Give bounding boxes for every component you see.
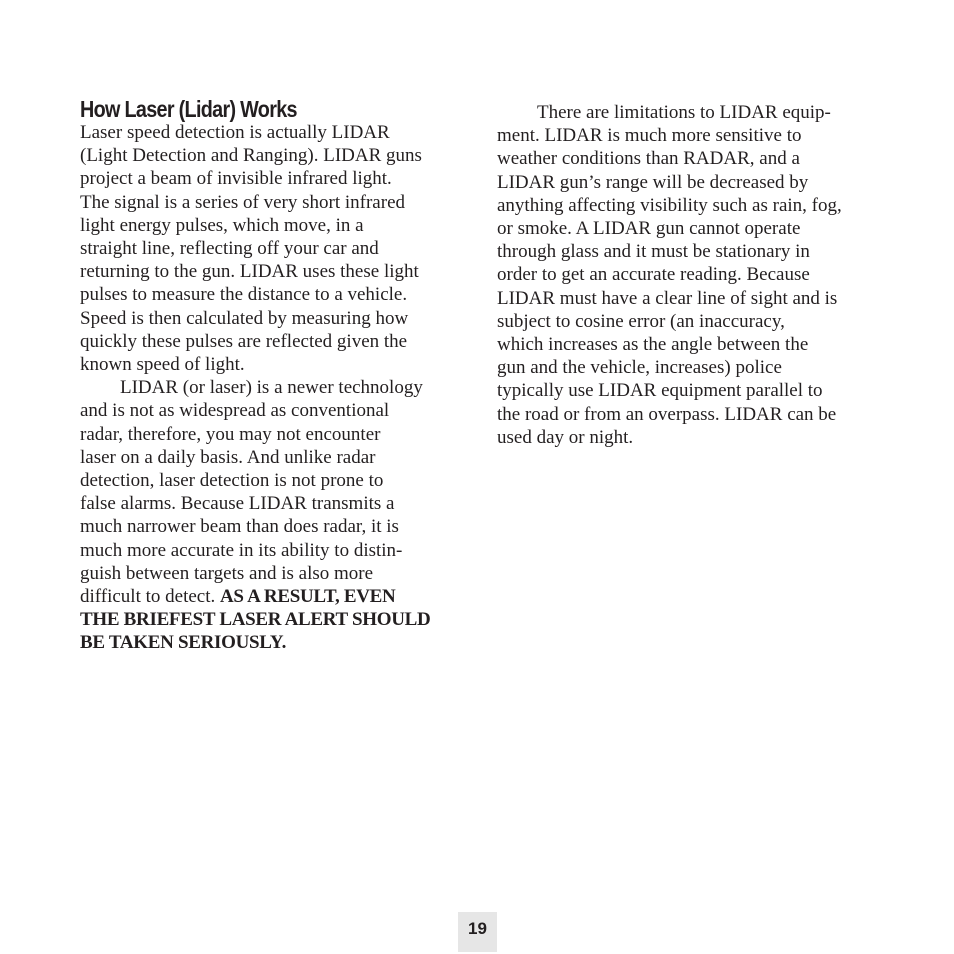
text-line: returning to the gun. LIDAR uses these light xyxy=(80,261,419,283)
text-line: order to get an accurate reading. Because xyxy=(497,264,810,286)
text-line: There are limitations to LIDAR equip- xyxy=(537,102,831,123)
text-line: ment. LIDAR is much more sensitive to xyxy=(497,125,802,147)
text-line: known speed of light. xyxy=(80,354,245,376)
text-line: Laser speed detection is actually LIDAR xyxy=(80,122,390,143)
text-line: LIDAR must have a clear line of sight and is xyxy=(497,287,838,309)
text-line: LIDAR gun’s range will be decreased by xyxy=(497,171,809,193)
text-line: straight line, reflecting off your car and xyxy=(80,238,379,260)
text-line: guish between targets and is also more xyxy=(80,562,374,584)
paragraph-laser-detection xyxy=(80,121,454,376)
text-line: radar, therefore, you may not encounter xyxy=(80,423,381,445)
warning-text: BE TAKEN SERIOUSLY. xyxy=(80,632,287,654)
text-line: project a beam of invisible infrared light. xyxy=(80,168,392,190)
warning-text: AS A RESULT, EVEN xyxy=(220,586,396,608)
text-line: Speed is then calculated by measuring how xyxy=(80,307,409,329)
page-number: 19 xyxy=(458,912,497,952)
section-heading: How Laser (Lidar) Works xyxy=(80,96,297,122)
text-line: false alarms. Because LIDAR transmits a xyxy=(80,493,395,515)
warning-text: THE BRIEFEST LASER ALERT SHOULD xyxy=(80,609,431,631)
text-line: and is not as widespread as conventional xyxy=(80,400,390,422)
text-plain: difficult to detect. xyxy=(80,586,220,608)
text-line: much more accurate in its ability to distin- xyxy=(80,539,403,561)
text-line: light energy pulses, which move, in a xyxy=(80,214,364,236)
text-line: (Light Detection and Ranging). LIDAR guns xyxy=(80,145,422,167)
text-line: the road or from an overpass. LIDAR can be xyxy=(497,403,837,425)
text-line: or smoke. A LIDAR gun cannot operate xyxy=(497,218,801,240)
text-line xyxy=(80,585,454,608)
text-line: LIDAR (or laser) is a newer technology xyxy=(120,377,423,399)
text-line: used day or night. xyxy=(497,426,634,448)
paragraph-lidar-limitations xyxy=(497,101,875,449)
text-line: subject to cosine error (an inaccuracy, xyxy=(497,310,785,332)
text-line: much narrower beam than does radar, it is xyxy=(80,516,399,538)
right-column xyxy=(497,101,875,449)
left-column xyxy=(80,96,454,655)
text-line: laser on a daily basis. And unlike radar xyxy=(80,446,376,468)
text-line: pulses to measure the distance to a vehicle. xyxy=(80,284,408,306)
text-line: which increases as the angle between the xyxy=(497,334,809,356)
text-line: quickly these pulses are reflected given the xyxy=(80,330,408,352)
text-line: gun and the vehicle, increases) police xyxy=(497,357,782,379)
text-line: weather conditions than RADAR, and a xyxy=(497,148,800,170)
text-line: through glass and it must be stationary in xyxy=(497,241,810,263)
text-line: The signal is a series of very short infrared xyxy=(80,191,406,213)
paragraph-lidar-newer xyxy=(80,376,454,654)
text-line: detection, laser detection is not prone to xyxy=(80,470,384,492)
text-line: typically use LIDAR equipment parallel to xyxy=(497,380,823,402)
text-line: anything affecting visibility such as rain, fog, xyxy=(497,194,842,216)
